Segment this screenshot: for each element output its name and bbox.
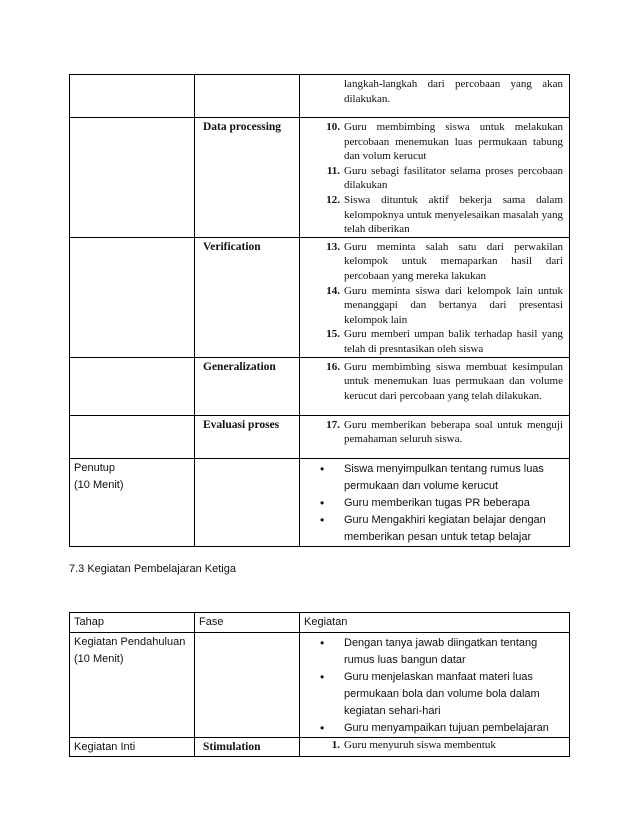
step-text: Siswa dituntuk aktif bekerja sama dalam kelompoknya untuk menyelesaikan masalah yang telah diberikan	[344, 193, 563, 236]
step-number: 15.	[326, 328, 340, 341]
list-item	[300, 327, 563, 356]
section-heading: 7.3 Kegiatan Pembelajaran Ketiga	[69, 563, 236, 575]
step-list	[300, 416, 569, 447]
stage-cell	[70, 357, 195, 415]
bullet-list	[300, 459, 569, 546]
step-text: Guru memberi umpan balik terhadap hasil yang telah di presntasikan oleh siswa	[344, 328, 563, 355]
stage-cell	[70, 75, 195, 118]
activity-cell	[300, 415, 570, 458]
activity-cell	[300, 357, 570, 415]
header-tahap: Tahap	[70, 613, 195, 633]
list-item	[300, 360, 563, 404]
phase-data-processing: Data processing	[195, 118, 300, 238]
step-text: Guru sebagi fasilitator selama proses percobaan dilakukan	[344, 164, 563, 192]
table-row	[70, 458, 570, 546]
activity-cell	[300, 118, 570, 238]
activity-cell	[300, 738, 570, 757]
step-text: Guru membimbing siswa untuk melakukan percobaan menemukan luas permukaan tabung dan volum kerucut	[344, 121, 563, 163]
step-number: 13.	[326, 240, 340, 253]
step-text: Guru meminta siswa dari kelompok lain untuk menanggapi dan bertanya dari presentasi kelompok lain	[344, 284, 563, 326]
phase-evaluasi-proses: Evaluasi proses	[195, 415, 300, 458]
phase-cell	[195, 458, 300, 546]
phase-cell	[195, 75, 300, 118]
stage-cell	[70, 415, 195, 458]
phase-stimulation: Stimulation	[195, 738, 300, 757]
table-row	[70, 738, 570, 757]
step-text: Guru membimbing siswa membuat kesimpulan untuk menemukan luas permukaan dan volume kerucut dari percobaan yang telah dilakukan.	[344, 360, 563, 402]
list-item	[300, 164, 563, 193]
stage-cell	[70, 118, 195, 238]
stage-cell	[70, 237, 195, 357]
table-row	[70, 75, 570, 118]
step-text: Guru memberikan beberapa soal untuk menguji pemahaman seluruh siswa.	[344, 418, 563, 446]
stage-kegiatan-inti: Kegiatan Inti	[70, 738, 195, 757]
step-text: Guru meminta salah satu dari perwakilan kelompok untuk memaparkan hasil dari percobaan yang mereka lakukan	[344, 240, 563, 282]
stage-duration: (10 Menit)	[74, 478, 124, 491]
activity-cell	[300, 237, 570, 357]
activity-cell	[300, 633, 570, 738]
list-item	[300, 284, 563, 328]
step-number: 1.	[331, 739, 340, 751]
continued-step-text: langkah-langkah dari percobaan yang akan dilakukan.	[344, 78, 563, 105]
list-item: • Guru menjelaskan manfaat materi luas permukaan bola dan volume bola dalam kegiatan sehari-hari	[300, 669, 561, 720]
step-number: 11.	[326, 164, 340, 177]
step-number: 14.	[326, 284, 340, 297]
step-list	[300, 358, 569, 404]
step-number: 17.	[326, 418, 340, 431]
table-row	[70, 237, 570, 357]
step-list	[300, 118, 569, 237]
list-item	[300, 193, 563, 237]
phase-generalization: Generalization	[195, 357, 300, 415]
step-list	[300, 238, 569, 357]
activity-cell	[300, 458, 570, 546]
step-number: 12.	[326, 193, 340, 206]
list-item: • Siswa menyimpulkan tentang rumus luas permukaan dan volume kerucut	[300, 461, 561, 495]
lesson-activity-table-continued	[69, 74, 570, 547]
table-row	[70, 118, 570, 238]
list-item: • Dengan tanya jawab diingatkan tentang rumus luas bangun datar	[300, 635, 561, 669]
step-item	[300, 738, 569, 753]
stage-name: Penutup	[74, 461, 115, 474]
phase-verification: Verification	[195, 237, 300, 357]
table-row	[70, 633, 570, 738]
step-number: 10.	[326, 121, 340, 133]
list-item: • Guru memberikan tugas PR beberapa	[300, 495, 561, 512]
activity-cell	[300, 75, 570, 118]
stage-penutup	[70, 458, 195, 546]
table-row	[70, 415, 570, 458]
list-item: • Guru Mengakhiri kegiatan belajar dengan memberikan pesan untuk tetap belajar	[300, 512, 561, 546]
step-text-justified	[344, 738, 563, 753]
table-row	[70, 357, 570, 415]
header-kegiatan: Kegiatan	[300, 613, 570, 633]
step-number: 16.	[326, 360, 340, 373]
stage-name: Kegiatan Pendahuluan	[74, 636, 186, 648]
list-item	[300, 120, 563, 164]
bullet-list	[300, 633, 569, 737]
table-header-row	[70, 613, 570, 633]
phase-cell	[195, 633, 300, 738]
stage-pendahuluan	[70, 633, 195, 738]
list-item: • Guru menyampaikan tujuan pembelajaran	[300, 720, 561, 737]
lesson-activity-table	[69, 612, 570, 757]
header-fase: Fase	[195, 613, 300, 633]
list-item	[300, 240, 563, 284]
list-item	[300, 418, 563, 447]
stage-duration: (10 Menit)	[74, 653, 124, 665]
step-text: Guru menyuruh siswa membentuk	[344, 739, 496, 751]
